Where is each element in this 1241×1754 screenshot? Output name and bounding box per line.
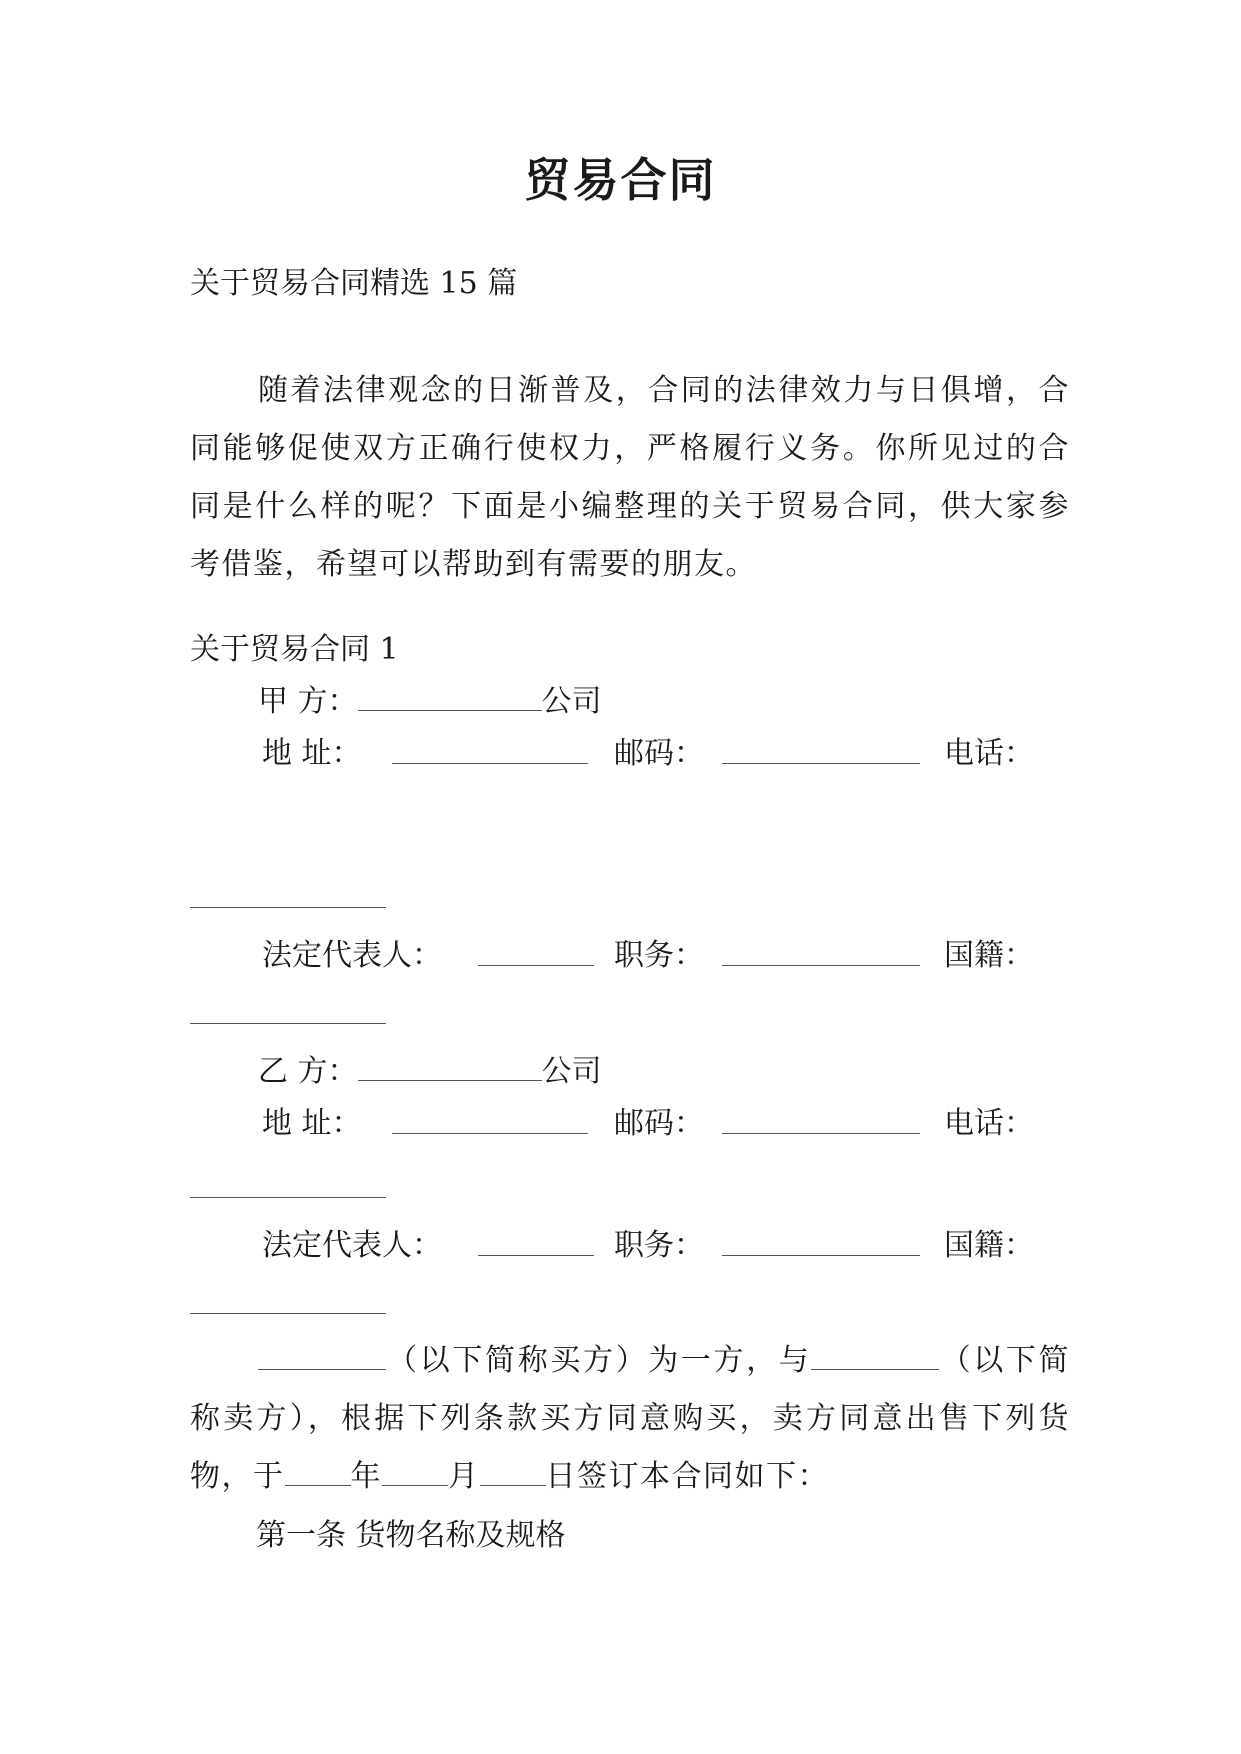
- party-a-label: 甲 方：: [258, 684, 358, 719]
- buyer-blank: [258, 1339, 386, 1370]
- agreement-day-text: 日签订本合同如下：: [545, 1459, 829, 1494]
- party-a-postcode-label: 邮码：: [614, 736, 704, 771]
- party-a-address-blank: [392, 762, 588, 764]
- party-a-suffix: 公司: [541, 684, 602, 719]
- party-b-row: [258, 1050, 602, 1092]
- party-a-position-label: 职务：: [614, 938, 704, 973]
- day-blank: [480, 1455, 546, 1486]
- seller-blank: [811, 1339, 939, 1370]
- party-b-legal-rep-label: 法定代表人：: [262, 1228, 442, 1263]
- party-b-nationality-blank: [190, 1312, 386, 1314]
- party-b-postcode-blank: [722, 1132, 920, 1134]
- party-b-position-label: 职务：: [614, 1228, 704, 1263]
- party-b-nationality-label: 国籍：: [944, 1228, 1034, 1263]
- party-b-suffix: 公司: [541, 1054, 602, 1089]
- party-b-position-blank: [722, 1254, 920, 1256]
- agreement-month: 月: [448, 1459, 480, 1494]
- party-a-nationality-blank: [190, 1022, 386, 1024]
- intro-paragraph: 随着法律观念的日渐普及，合同的法律效力与日俱增，合同能够促使双方正确行使权力，严格履行义务。你所见过的合同是什么样的呢？下面是小编整理的关于贸易合同，供大家参考借鉴，希望可以帮助到有需要的朋友。: [190, 373, 1070, 582]
- document-title: 贸易合同: [524, 153, 717, 207]
- party-b-address-label: 地 址：: [262, 1106, 362, 1141]
- party-a-row: [258, 680, 602, 722]
- document-subtitle: 关于贸易合同精选 15 篇: [190, 266, 518, 301]
- party-b-postcode-label: 邮码：: [614, 1106, 704, 1141]
- party-a-legal-rep-blank: [478, 964, 594, 966]
- party-b-phone-label: 电话：: [944, 1106, 1034, 1141]
- agreement-paragraph: [190, 1332, 1070, 1506]
- party-a-postcode-blank: [722, 762, 920, 764]
- party-a-legal-rep-label: 法定代表人：: [262, 938, 442, 973]
- agreement-seller-text: （以下简称卖方），根据下列条款买方同意购买，卖方同意出售下列货物，于: [190, 1343, 1071, 1494]
- party-b-blank: [358, 1050, 542, 1081]
- party-b-address-blank: [392, 1132, 588, 1134]
- article-1-heading: 第一条 货物名称及规格: [256, 1518, 566, 1553]
- month-blank: [382, 1455, 448, 1486]
- section-title: 关于贸易合同 1: [190, 632, 399, 667]
- party-a-position-blank: [722, 964, 920, 966]
- party-b-legal-rep-blank: [478, 1254, 594, 1256]
- party-b-phone-blank: [190, 1196, 386, 1198]
- party-b-label: 乙 方：: [258, 1054, 358, 1089]
- party-a-address-label: 地 址：: [262, 736, 362, 771]
- party-a-nationality-label: 国籍：: [944, 938, 1034, 973]
- year-blank: [285, 1455, 351, 1486]
- party-a-phone-label: 电话：: [944, 736, 1034, 771]
- party-a-phone-blank: [190, 906, 386, 908]
- party-a-blank: [358, 680, 542, 711]
- agreement-year: 年: [350, 1459, 382, 1494]
- agreement-buyer-text: （以下简称买方）为一方，与: [386, 1343, 812, 1378]
